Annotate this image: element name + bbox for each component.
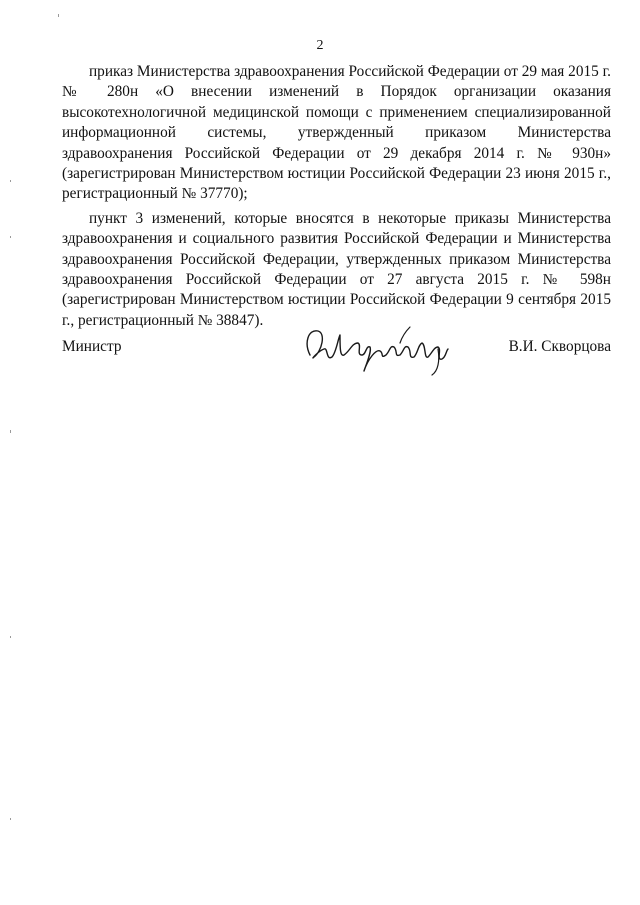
scan-edge-mark (10, 818, 11, 820)
page-number: 2 (316, 38, 324, 53)
paragraph-order-280n: приказ Министерства здравоохранения Российской Федерации от 29 мая 2015 г. № 280н «О внесении изменений в Порядок организации оказания высокотехнологичной медицинской помощи с применением специализированной информационной системы, утвержденный приказом Министерства здравоохранения Российской Федерации от 29 декабря 2014 г. № 930н» (зарегистрирован Министерством юстиции Российской Федерации 23 июня 2015 г., регистрационный № 37770); (62, 63, 611, 203)
scan-edge-mark (10, 430, 11, 433)
scan-edge-mark (58, 14, 59, 17)
paragraph-item-3-changes: пункт 3 изменений, которые вносятся в некоторые приказы Министерства здравоохранения и социального развития Российской Федерации и Министерства здравоохранения Российской Федерации, утвержденных приказом Министерства здравоохранения Российской Федерации от 27 августа 2015 г. № 598н (зарегистрирован Министерством юстиции Российской Федерации 9 сентября 2015 г., регистрационный № 38847). (62, 209, 611, 329)
scan-edge-mark (10, 236, 11, 238)
scan-edge-mark (10, 180, 11, 182)
scan-edge-mark (10, 636, 11, 638)
signatory-title: Министр (62, 338, 122, 355)
handwritten-signature (296, 321, 456, 377)
signatory-name: В.И. Скворцова (508, 338, 611, 355)
document-body (62, 62, 611, 335)
signature-block (62, 337, 611, 377)
